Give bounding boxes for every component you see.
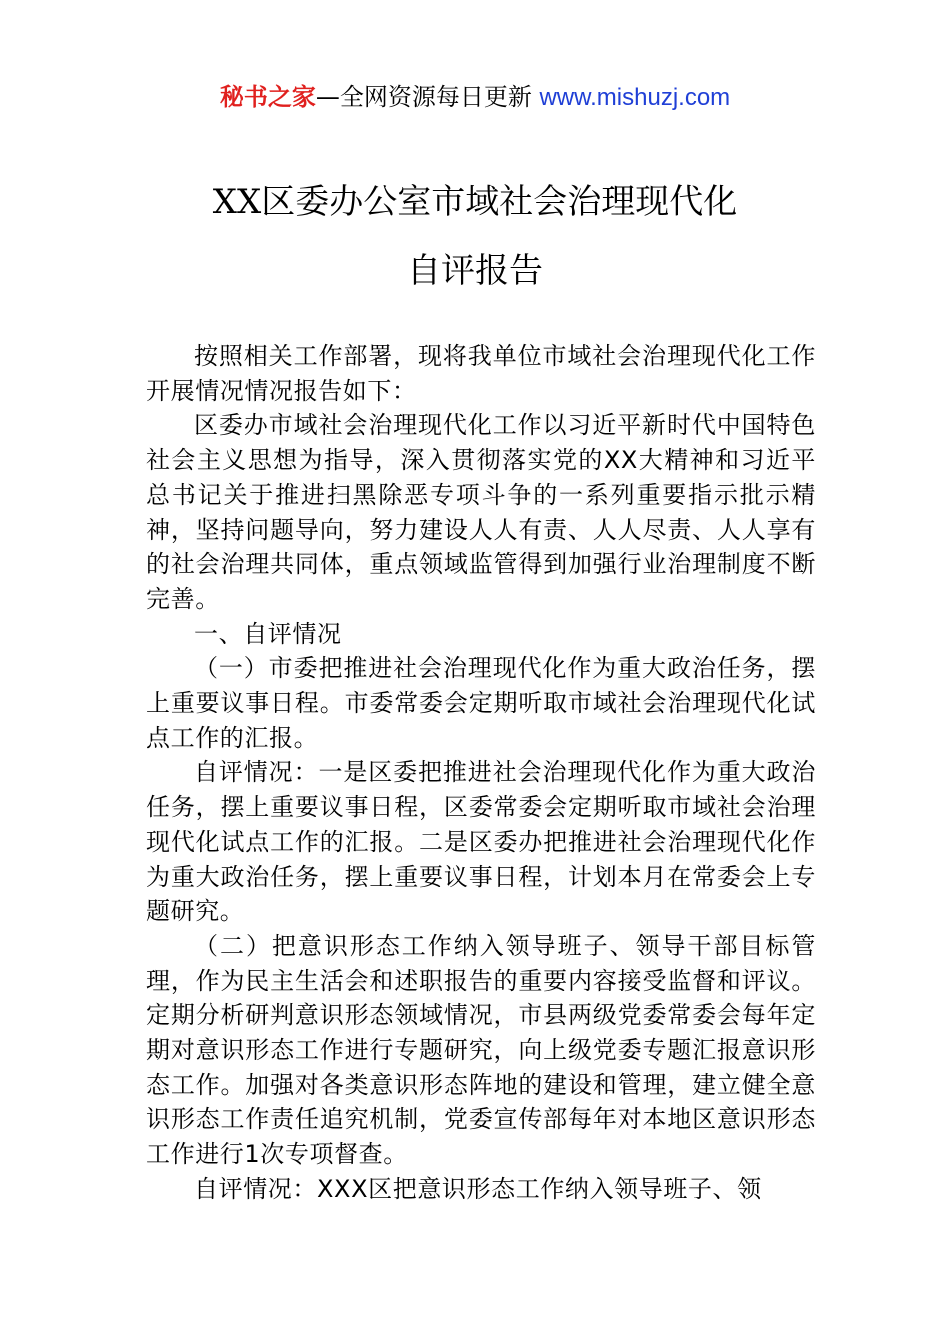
site-url-link[interactable]: www.mishuzj.com [539, 84, 731, 111]
document-title-line-1: XX区委办公室市域社会治理现代化 [212, 182, 738, 222]
site-header [0, 80, 950, 115]
site-brand: 秘书之家 [219, 83, 316, 111]
section-heading-self-evaluation: 一、自评情况 [194, 619, 342, 648]
paragraph-item-1: （一）市委把推进社会治理现代化作为重大政治任务，摆上重要议事日程。市委常委会定期听取市域社会治理现代化试点工作的汇报。 [146, 654, 816, 752]
paragraph-item-2: （二）把意识形态工作纳入领导班子、领导干部目标管理，作为民主生活会和述职报告的重要内容接受监督和评议。定期分析研判意识形态领域情况，市县两级党委常委会每年定期对意识形态工作进行专题研究，向上级党委专题汇报意识形态工作。加强对各类意识形态阵地的建设和管理，建立健全意识形态工作责任追究机制，党委宣传部每年对本地区意识形态工作进行1次专项督查。 [146, 931, 816, 1169]
site-tagline: —全网资源每日更新 [315, 83, 540, 111]
paragraph-item-1-evaluation: 自评情况：一是区委把推进社会治理现代化作为重大政治任务，摆上重要议事日程，区委常委会定期听取市域社会治理现代化试点工作的汇报。二是区委办把推进社会治理现代化作为重大政治任务，摆上重要议事日程，计划本月在常委会上专题研究。 [146, 758, 816, 926]
paragraph-overview: 区委办市域社会治理现代化工作以习近平新时代中国特色社会主义思想为指导，深入贯彻落实党的XX大精神和习近平总书记关于推进扫黑除恶专项斗争的一系列重要指示批示精神，坚持问题导向，努力建设人人有责、人人尽责、人人享有的社会治理共同体，重点领域监管得到加强行业治理制度不断完善。 [146, 411, 816, 613]
paragraph-item-2-evaluation: 自评情况：XXX区把意识形态工作纳入领导班子、领 [194, 1174, 762, 1203]
paragraph-intro: 按照相关工作部署，现将我单位市域社会治理现代化工作开展情况情况报告如下： [146, 342, 816, 405]
document-body [146, 339, 816, 1207]
document-title-line-2: 自评报告 [407, 251, 543, 291]
